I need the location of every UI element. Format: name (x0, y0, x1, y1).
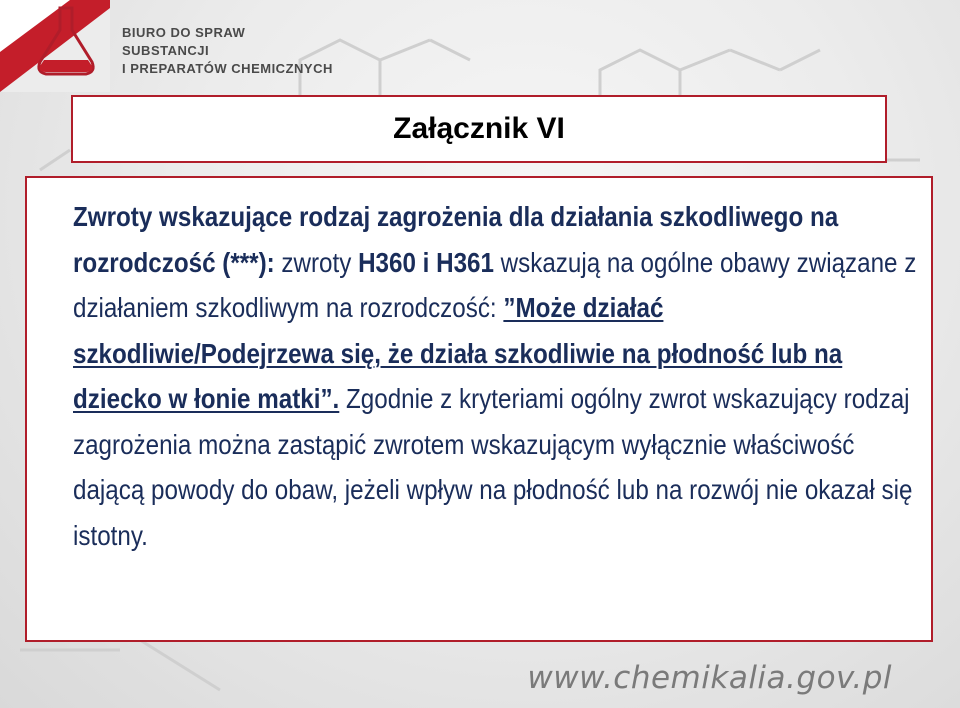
title-box (71, 95, 887, 163)
content-heading: Zwroty wskazujące rodzaj zagrożenia dla działania szkodliwego na rozrodczość (***): (73, 201, 839, 278)
org-name-line-1: BIURO DO SPRAW (122, 25, 246, 40)
flask-flag-icon (0, 0, 110, 92)
slide-title: Załącznik VI (393, 112, 565, 145)
org-name-line-3: I PREPARATÓW CHEMICZNYCH (122, 61, 333, 76)
content-box (25, 176, 933, 642)
footer-url: www.chemikalia.gov.pl (527, 660, 892, 696)
hazard-statement: ”Może działać szkodliwie/Podejrzewa się, że działa szkodliwie na płodność lub na dziecko w łonie matki”. (73, 292, 843, 414)
content-text-1: zwroty (274, 246, 359, 278)
ministry-logo (0, 0, 110, 92)
content-text-2: wskazują na ogólne obawy związane z działaniem szkodliwym na rozrodczość: (73, 246, 917, 323)
content-paragraph (73, 194, 918, 558)
org-name-line-2: SUBSTANCJI (122, 43, 210, 58)
content-text-3: Zgodnie z kryteriami ogólny zwrot wskazujący rodzaj zagrożenia można zastąpić zwrotem wskazującym wyłącznie właściwość dającą powody do obaw, jeżeli wpływ na płodność lub na rozwój nie okazał się istotny. (73, 383, 913, 551)
organization-name (122, 24, 333, 78)
phrase-codes: H360 i H361 (358, 246, 494, 278)
